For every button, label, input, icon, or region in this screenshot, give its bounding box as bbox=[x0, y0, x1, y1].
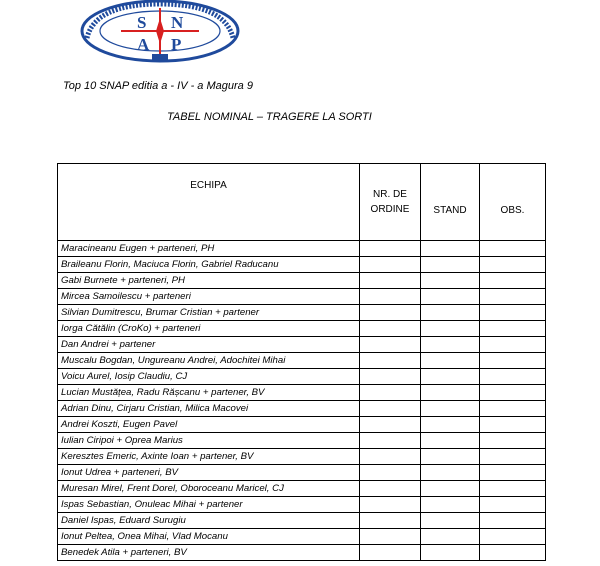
order-cell bbox=[360, 385, 421, 401]
table-row bbox=[58, 289, 546, 305]
table-row bbox=[58, 449, 546, 465]
team-cell: Adrian Dinu, Cirjaru Cristian, Milica Macovei bbox=[58, 401, 360, 417]
header-order-number bbox=[360, 164, 421, 241]
table-row bbox=[58, 337, 546, 353]
stand-cell bbox=[421, 449, 480, 465]
event-title: Top 10 SNAP editia a - IV - a Magura 9 bbox=[63, 80, 253, 92]
obs-cell bbox=[480, 513, 546, 529]
order-cell bbox=[360, 497, 421, 513]
stand-cell bbox=[421, 369, 480, 385]
table-row bbox=[58, 353, 546, 369]
order-cell bbox=[360, 417, 421, 433]
obs-cell bbox=[480, 305, 546, 321]
stand-cell bbox=[421, 465, 480, 481]
table-row bbox=[58, 369, 546, 385]
obs-cell bbox=[480, 545, 546, 561]
obs-cell bbox=[480, 417, 546, 433]
stand-cell bbox=[421, 545, 480, 561]
obs-cell bbox=[480, 369, 546, 385]
table-row bbox=[58, 257, 546, 273]
table-row bbox=[58, 385, 546, 401]
stand-cell bbox=[421, 337, 480, 353]
header-stand: STAND bbox=[421, 164, 480, 241]
team-cell: Mircea Samoilescu + parteneri bbox=[58, 289, 360, 305]
stand-cell bbox=[421, 353, 480, 369]
stand-cell bbox=[421, 257, 480, 273]
obs-cell bbox=[480, 465, 546, 481]
obs-cell bbox=[480, 481, 546, 497]
team-cell: Ionut Peltea, Onea Mihai, Vlad Mocanu bbox=[58, 529, 360, 545]
team-cell: Iulian Ciripoi + Oprea Marius bbox=[58, 433, 360, 449]
order-cell bbox=[360, 289, 421, 305]
obs-cell bbox=[480, 449, 546, 465]
stand-cell bbox=[421, 273, 480, 289]
table-row bbox=[58, 545, 546, 561]
order-cell bbox=[360, 449, 421, 465]
team-cell: Daniel Ispas, Eduard Surugiu bbox=[58, 513, 360, 529]
order-cell bbox=[360, 241, 421, 257]
team-cell: Dan Andrei + partener bbox=[58, 337, 360, 353]
order-cell bbox=[360, 513, 421, 529]
order-cell bbox=[360, 273, 421, 289]
stand-cell bbox=[421, 321, 480, 337]
obs-cell bbox=[480, 289, 546, 305]
team-cell: Gabi Burnete + parteneri, PH bbox=[58, 273, 360, 289]
table-row bbox=[58, 401, 546, 417]
team-cell: Maracineanu Eugen + parteneri, PH bbox=[58, 241, 360, 257]
team-cell: Keresztes Emeric, Axinte Ioan + partener, BV bbox=[58, 449, 360, 465]
order-cell bbox=[360, 337, 421, 353]
table-row bbox=[58, 465, 546, 481]
team-cell: Silvian Dumitrescu, Brumar Cristian + partener bbox=[58, 305, 360, 321]
obs-cell bbox=[480, 321, 546, 337]
team-cell: Voicu Aurel, Iosip Claudiu, CJ bbox=[58, 369, 360, 385]
obs-cell bbox=[480, 433, 546, 449]
obs-cell bbox=[480, 401, 546, 417]
table-row bbox=[58, 481, 546, 497]
logo-letter-s: S bbox=[137, 13, 147, 32]
team-cell: Andrei Koszti, Eugen Pavel bbox=[58, 417, 360, 433]
team-cell: Ispas Sebastian, Onuleac Mihai + partener bbox=[58, 497, 360, 513]
table-row bbox=[58, 513, 546, 529]
team-cell: Iorga Cătălin (CroKo) + parteneri bbox=[58, 321, 360, 337]
order-cell bbox=[360, 465, 421, 481]
stand-cell bbox=[421, 513, 480, 529]
stand-cell bbox=[421, 529, 480, 545]
obs-cell bbox=[480, 353, 546, 369]
team-cell: Ionut Udrea + parteneri, BV bbox=[58, 465, 360, 481]
obs-cell bbox=[480, 529, 546, 545]
header-order-line2: ORDINE bbox=[370, 204, 410, 215]
team-cell: Muresan Mirel, Frent Dorel, Oboroceanu Maricel, CJ bbox=[58, 481, 360, 497]
obs-cell bbox=[480, 257, 546, 273]
order-cell bbox=[360, 257, 421, 273]
stand-cell bbox=[421, 289, 480, 305]
logo-compass-star bbox=[156, 18, 164, 44]
roster-table bbox=[57, 163, 546, 561]
header-obs: OBS. bbox=[480, 164, 546, 241]
obs-cell bbox=[480, 385, 546, 401]
order-cell bbox=[360, 433, 421, 449]
order-cell bbox=[360, 369, 421, 385]
team-cell: Braileanu Florin, Maciuca Florin, Gabriel Raducanu bbox=[58, 257, 360, 273]
table-row bbox=[58, 241, 546, 257]
team-cell: Muscalu Bogdan, Ungureanu Andrei, Adochitei Mihai bbox=[58, 353, 360, 369]
logo-letter-p: P bbox=[171, 35, 182, 54]
order-cell bbox=[360, 353, 421, 369]
logo-badge bbox=[152, 54, 168, 60]
stand-cell bbox=[421, 497, 480, 513]
table-row bbox=[58, 497, 546, 513]
stand-cell bbox=[421, 433, 480, 449]
obs-cell bbox=[480, 273, 546, 289]
logo-letter-n: N bbox=[171, 13, 184, 32]
stand-cell bbox=[421, 481, 480, 497]
table-row bbox=[58, 305, 546, 321]
team-cell: Lucian Mustățea, Radu Rășcanu + partener, BV bbox=[58, 385, 360, 401]
table-header-row bbox=[58, 164, 546, 241]
header-order-line1: NR. DE bbox=[373, 189, 407, 200]
order-cell bbox=[360, 529, 421, 545]
stand-cell bbox=[421, 241, 480, 257]
logo-letter-a: A bbox=[137, 35, 150, 54]
obs-cell bbox=[480, 241, 546, 257]
order-cell bbox=[360, 481, 421, 497]
table-row bbox=[58, 321, 546, 337]
obs-cell bbox=[480, 337, 546, 353]
stand-cell bbox=[421, 385, 480, 401]
order-cell bbox=[360, 401, 421, 417]
order-cell bbox=[360, 545, 421, 561]
table-row bbox=[58, 417, 546, 433]
table-row bbox=[58, 529, 546, 545]
order-cell bbox=[360, 305, 421, 321]
table-title: TABEL NOMINAL – TRAGERE LA SORTI bbox=[167, 111, 372, 123]
order-cell bbox=[360, 321, 421, 337]
header-team: ECHIPA bbox=[58, 164, 360, 241]
obs-cell bbox=[480, 497, 546, 513]
snap-logo bbox=[75, 0, 245, 64]
table-row bbox=[58, 433, 546, 449]
stand-cell bbox=[421, 401, 480, 417]
table-row bbox=[58, 273, 546, 289]
stand-cell bbox=[421, 305, 480, 321]
stand-cell bbox=[421, 417, 480, 433]
team-cell: Benedek Atila + parteneri, BV bbox=[58, 545, 360, 561]
